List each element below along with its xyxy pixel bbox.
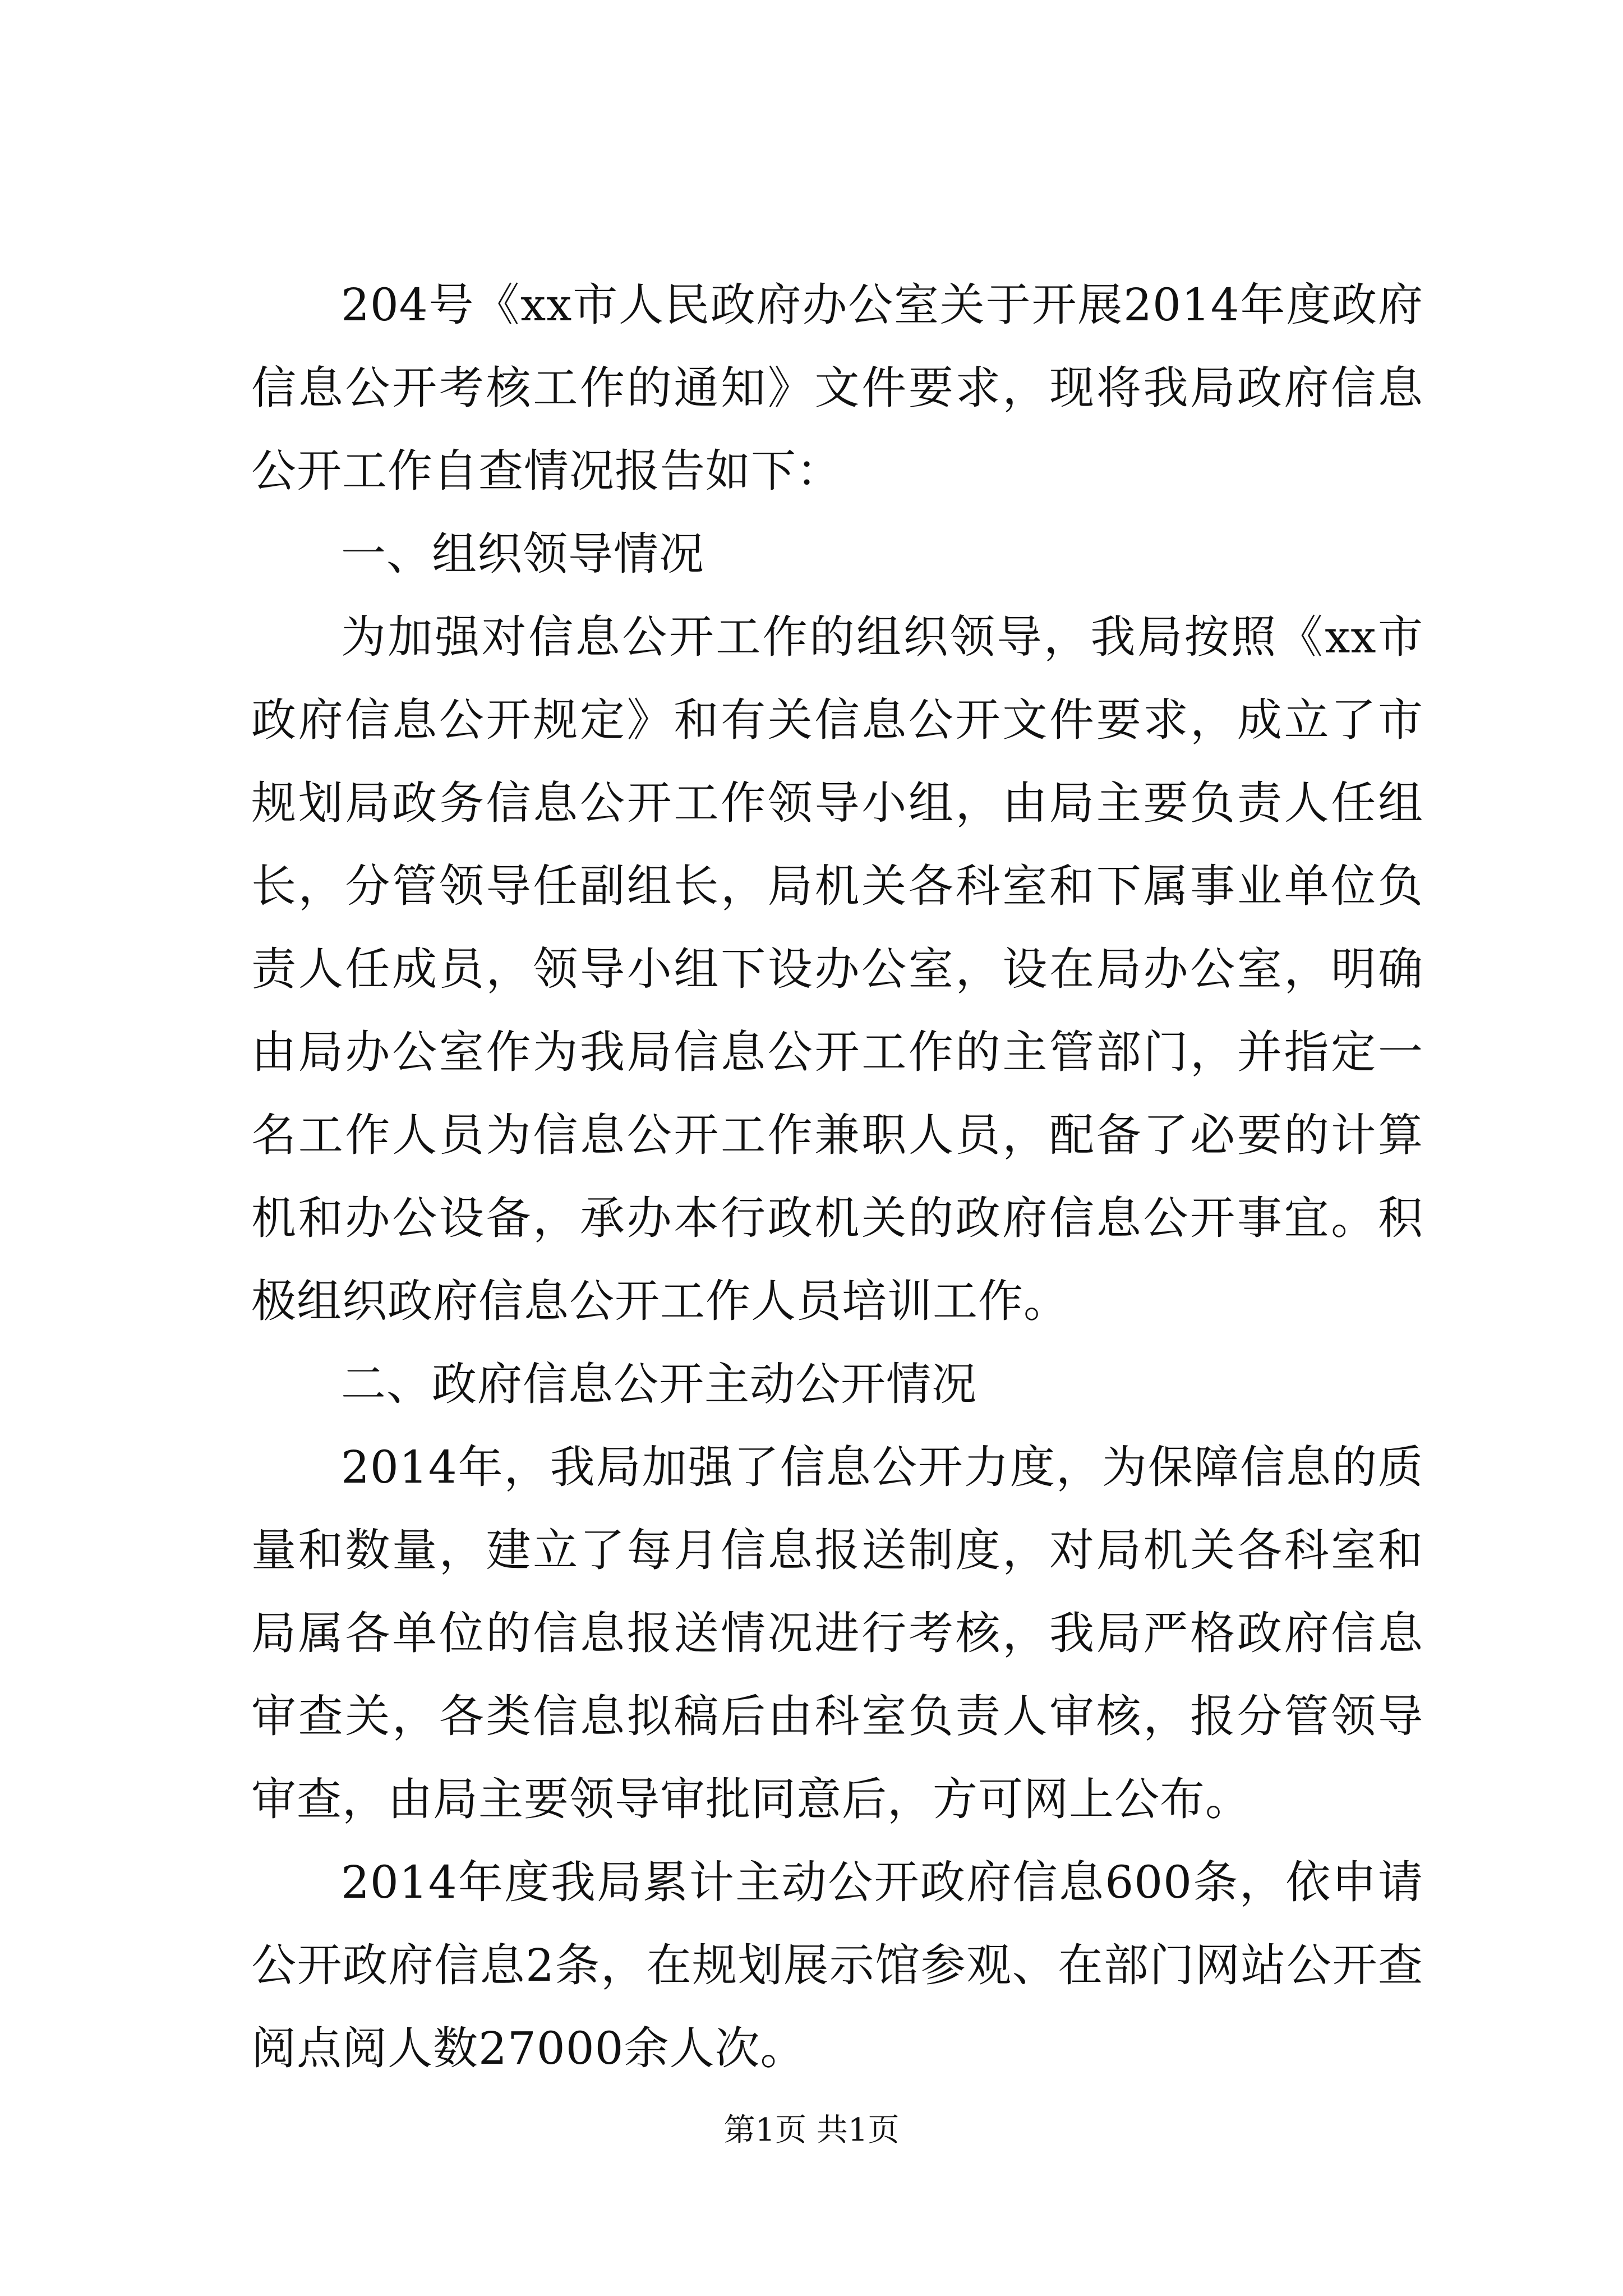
paragraph-organization: 为加强对信息公开工作的组织领导，我局按照《xx市政府信息公开规定》和有关信息公开文件要求，成立了市规划局政务信息公开工作领导小组，由局主要负责人任组长，分管领导任副组长，局机关各科室和下属事业单位负责人任成员，领导小组下设办公室，设在局办公室，明确由局办公室作为我局信息公开工作的主管部门，并指定一名工作人员为信息公开工作兼职人员，配备了必要的计算机和办公设备，承办本行政机关的政府信息公开事宜。积极组织政府信息公开工作人员培训工作。 [251, 611, 1423, 1327]
section-heading-disclosure: 二、政府信息公开主动公开情况 [341, 1358, 977, 1410]
page-footer: 第1页 共1页 [723, 2112, 900, 2148]
section-heading-organization: 一、组织领导情况 [341, 528, 704, 580]
paragraph-statistics: 2014年度我局累计主动公开政府信息600条，依申请公开政府信息2条，在规划展示馆参观、在部门网站公开查阅点阅人数27000余人次。 [251, 1856, 1423, 2074]
document-body [251, 264, 1423, 2090]
paragraph-disclosure: 2014年，我局加强了信息公开力度，为保障信息的质量和数量，建立了每月信息报送制度，对局机关各科室和局属各单位的信息报送情况进行考核，我局严格政府信息审查关，各类信息拟稿后由科室负责人审核，报分管领导审查，由局主要领导审批同意后，方可网上公布。 [251, 1441, 1423, 1825]
paragraph-intro: 204号《xx市人民政府办公室关于开展2014年度政府信息公开考核工作的通知》文件要求，现将我局政府信息公开工作自查情况报告如下： [251, 279, 1423, 497]
